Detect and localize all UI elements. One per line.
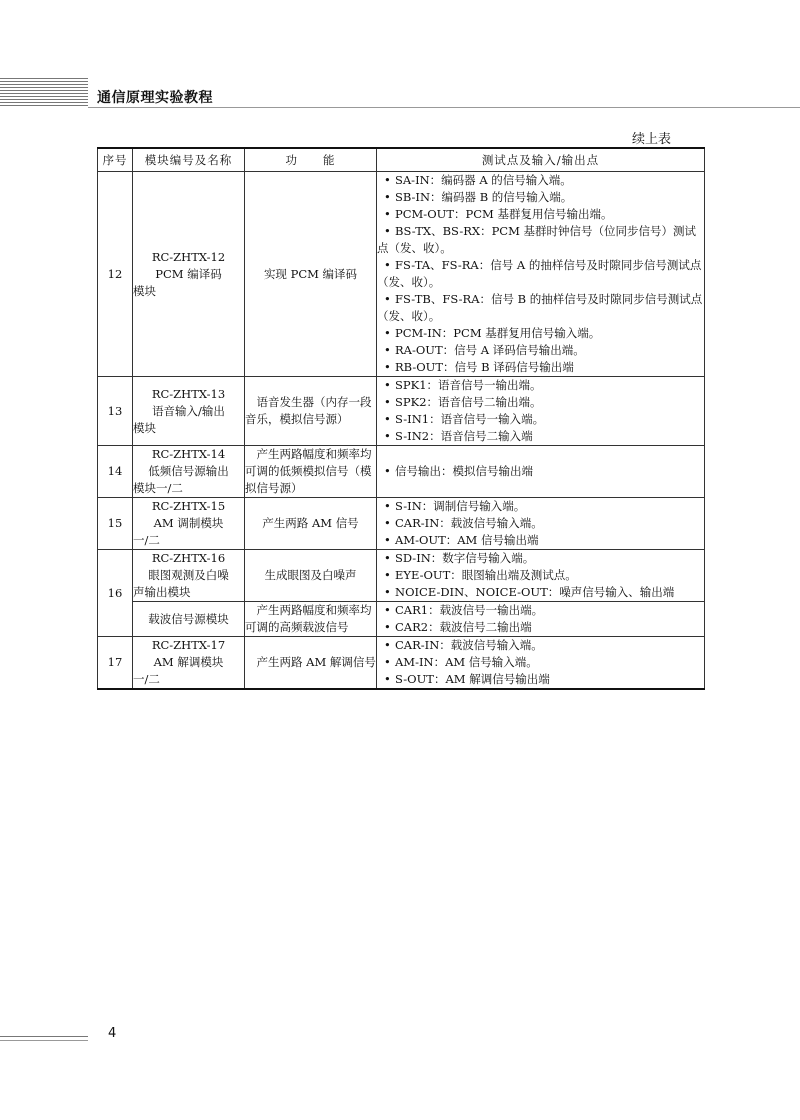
module-cell xyxy=(133,446,245,498)
list-item: • CAR-IN：载波信号输入端。 xyxy=(377,515,704,532)
list-item: • NOICE-DIN、NOICE-OUT：噪声信号输入、输出端 xyxy=(377,584,704,601)
list-item: • SD-IN：数字信号输入端。 xyxy=(377,550,704,567)
list-item: • FS-TA、FS-RA：信号 A 的抽样信号及时隙同步信号测试点（发、收）。 xyxy=(377,258,702,289)
points-cell xyxy=(377,637,705,690)
module-name: PCM 编译码 xyxy=(155,266,222,281)
module-code: RC-ZHTX-13 xyxy=(151,386,226,401)
list-item: • S-OUT：AM 解调信号输出端 xyxy=(377,671,704,688)
module-name: AM 解调模块 xyxy=(153,655,224,669)
bullet-icon: • xyxy=(384,499,391,513)
function-text: 生成眼图及白噪声 xyxy=(264,568,357,582)
row-number: 14 xyxy=(98,446,133,498)
bullet-icon: • xyxy=(384,464,391,478)
row-number: 15 xyxy=(98,498,133,550)
list-item: • S-IN1：语音信号一输入端。 xyxy=(377,411,704,428)
list-item: • 信号输出：模拟信号输出端 xyxy=(377,463,704,480)
list-item: • AM-OUT：AM 信号输出端 xyxy=(377,532,704,549)
points-cell xyxy=(377,498,705,550)
bullet-icon: • xyxy=(384,360,391,374)
module-name: 语音输入/输出 xyxy=(152,403,225,418)
table-header-row xyxy=(98,148,705,172)
function-text: 语音发生器（内存一段音乐，模拟信号源） xyxy=(245,395,372,426)
header-decoration xyxy=(0,78,88,108)
function-cell xyxy=(245,637,377,690)
page-number: 4 xyxy=(108,1026,117,1041)
bullet-icon: • xyxy=(384,655,391,669)
table-row xyxy=(98,446,705,498)
module-code: RC-ZHTX-16 xyxy=(151,551,226,565)
list-item: • SA-IN：编码器 A 的信号输入端。 xyxy=(377,172,704,189)
table-row xyxy=(98,172,705,377)
module-cell xyxy=(133,377,245,446)
bullet-icon: • xyxy=(384,533,391,547)
module-name: 一/二 xyxy=(133,672,160,686)
function-text: 产生两路 AM 信号 xyxy=(262,516,359,530)
function-text: 产生两路幅度和频率均可调的低频模拟信号（模拟信号源） xyxy=(245,447,372,495)
module-name: 载波信号源模块 xyxy=(148,611,229,626)
module-name: 声输出模块 xyxy=(133,585,191,599)
row-number: 12 xyxy=(98,172,133,377)
table-row xyxy=(98,377,705,446)
bullet-icon: • xyxy=(384,395,391,409)
list-item: • SB-IN：编码器 B 的信号输入端。 xyxy=(377,189,704,206)
list-item: • SPK2：语音信号二输出端。 xyxy=(377,394,704,411)
module-cell xyxy=(133,172,245,377)
header-rule xyxy=(88,107,800,108)
bullet-icon: • xyxy=(384,292,391,306)
list-item: • S-IN2：语音信号二输入端 xyxy=(377,428,704,445)
bullet-icon: • xyxy=(384,326,391,340)
module-code: RC-ZHTX-17 xyxy=(151,638,226,652)
points-cell xyxy=(377,446,705,498)
points-cell xyxy=(377,550,705,602)
list-item: • S-IN：调制信号输入端。 xyxy=(377,498,704,515)
bullet-icon: • xyxy=(384,429,391,443)
bullet-icon: • xyxy=(384,516,391,530)
footer-rule xyxy=(0,1036,88,1037)
list-item: • RB-OUT：信号 B 译码信号输出端 xyxy=(377,359,704,376)
function-cell xyxy=(245,602,377,637)
header-module: 模块编号及名称 xyxy=(133,148,245,172)
function-text: 产生两路幅度和频率均可调的高频载波信号 xyxy=(245,603,372,634)
points-cell xyxy=(377,172,705,377)
list-item: • CAR2：载波信号二输出端 xyxy=(377,619,704,636)
module-cell xyxy=(133,498,245,550)
module-name: 模块一/二 xyxy=(133,481,183,495)
bullet-icon: • xyxy=(384,378,391,392)
table-row xyxy=(98,637,705,690)
function-cell xyxy=(245,446,377,498)
module-name: 眼图观测及白噪 xyxy=(148,568,229,582)
header-function: 功 能 xyxy=(245,148,377,172)
list-item: • EYE-OUT：眼图输出端及测试点。 xyxy=(377,567,704,584)
list-item: • SPK1：语音信号一输出端。 xyxy=(377,377,704,394)
bullet-icon: • xyxy=(384,672,391,686)
module-cell xyxy=(133,602,245,637)
function-text: 实现 PCM 编译码 xyxy=(263,266,358,281)
bullet-icon: • xyxy=(384,190,391,204)
list-item: • PCM-OUT：PCM 基群复用信号输出端。 xyxy=(377,206,704,223)
book-title: 通信原理实验教程 xyxy=(97,90,213,106)
bullet-icon: • xyxy=(384,585,391,599)
module-cell xyxy=(133,637,245,690)
bullet-icon: • xyxy=(384,258,391,272)
list-item: • AM-IN：AM 信号输入端。 xyxy=(377,654,704,671)
continued-label: 续上表 xyxy=(632,132,672,147)
module-cell xyxy=(133,550,245,602)
function-cell xyxy=(245,172,377,377)
module-name: AM 调制模块 xyxy=(153,516,224,530)
bullet-icon: • xyxy=(384,551,391,565)
function-cell xyxy=(245,498,377,550)
bullet-icon: • xyxy=(384,412,391,426)
function-cell xyxy=(245,377,377,446)
function-text: 产生两路 AM 解调信号 xyxy=(256,655,376,669)
list-item: • FS-TB、FS-RA：信号 B 的抽样信号及时隙同步信号测试点（发、收）。 xyxy=(377,292,703,323)
module-name: 模块 xyxy=(133,283,156,298)
list-item: • RA-OUT：信号 A 译码信号输出端。 xyxy=(377,342,704,359)
bullet-icon: • xyxy=(384,620,391,634)
row-number: 16 xyxy=(98,550,133,637)
module-code: RC-ZHTX-15 xyxy=(151,499,226,513)
list-item: • PCM-IN：PCM 基群复用信号输入端。 xyxy=(377,325,704,342)
module-table xyxy=(97,147,705,690)
module-code: RC-ZHTX-14 xyxy=(151,447,226,461)
list-item: • CAR1：载波信号一输出端。 xyxy=(377,602,704,619)
row-number: 13 xyxy=(98,377,133,446)
module-code: RC-ZHTX-12 xyxy=(151,249,226,264)
module-name: 一/二 xyxy=(133,533,160,547)
module-name: 模块 xyxy=(133,420,156,435)
bullet-icon: • xyxy=(384,173,391,187)
points-cell xyxy=(377,377,705,446)
bullet-icon: • xyxy=(384,603,391,617)
bullet-icon: • xyxy=(384,568,391,582)
bullet-icon: • xyxy=(384,343,391,357)
table-row xyxy=(98,602,705,637)
list-item: • BS-TX、BS-RX：PCM 基群时钟信号（位同步信号）测试点（发、收）。 xyxy=(377,224,697,255)
list-item: • CAR-IN：载波信号输入端。 xyxy=(377,637,704,654)
bullet-icon: • xyxy=(384,638,391,652)
function-cell xyxy=(245,550,377,602)
table-row xyxy=(98,498,705,550)
points-cell xyxy=(377,602,705,637)
bullet-icon: • xyxy=(384,207,391,221)
table-row xyxy=(98,550,705,602)
header-no: 序号 xyxy=(98,148,133,172)
footer-rule xyxy=(0,1040,88,1041)
module-name: 低频信号源输出 xyxy=(148,464,229,478)
bullet-icon: • xyxy=(384,224,391,238)
header-points: 测试点及输入/输出点 xyxy=(377,148,705,172)
row-number: 17 xyxy=(98,637,133,690)
